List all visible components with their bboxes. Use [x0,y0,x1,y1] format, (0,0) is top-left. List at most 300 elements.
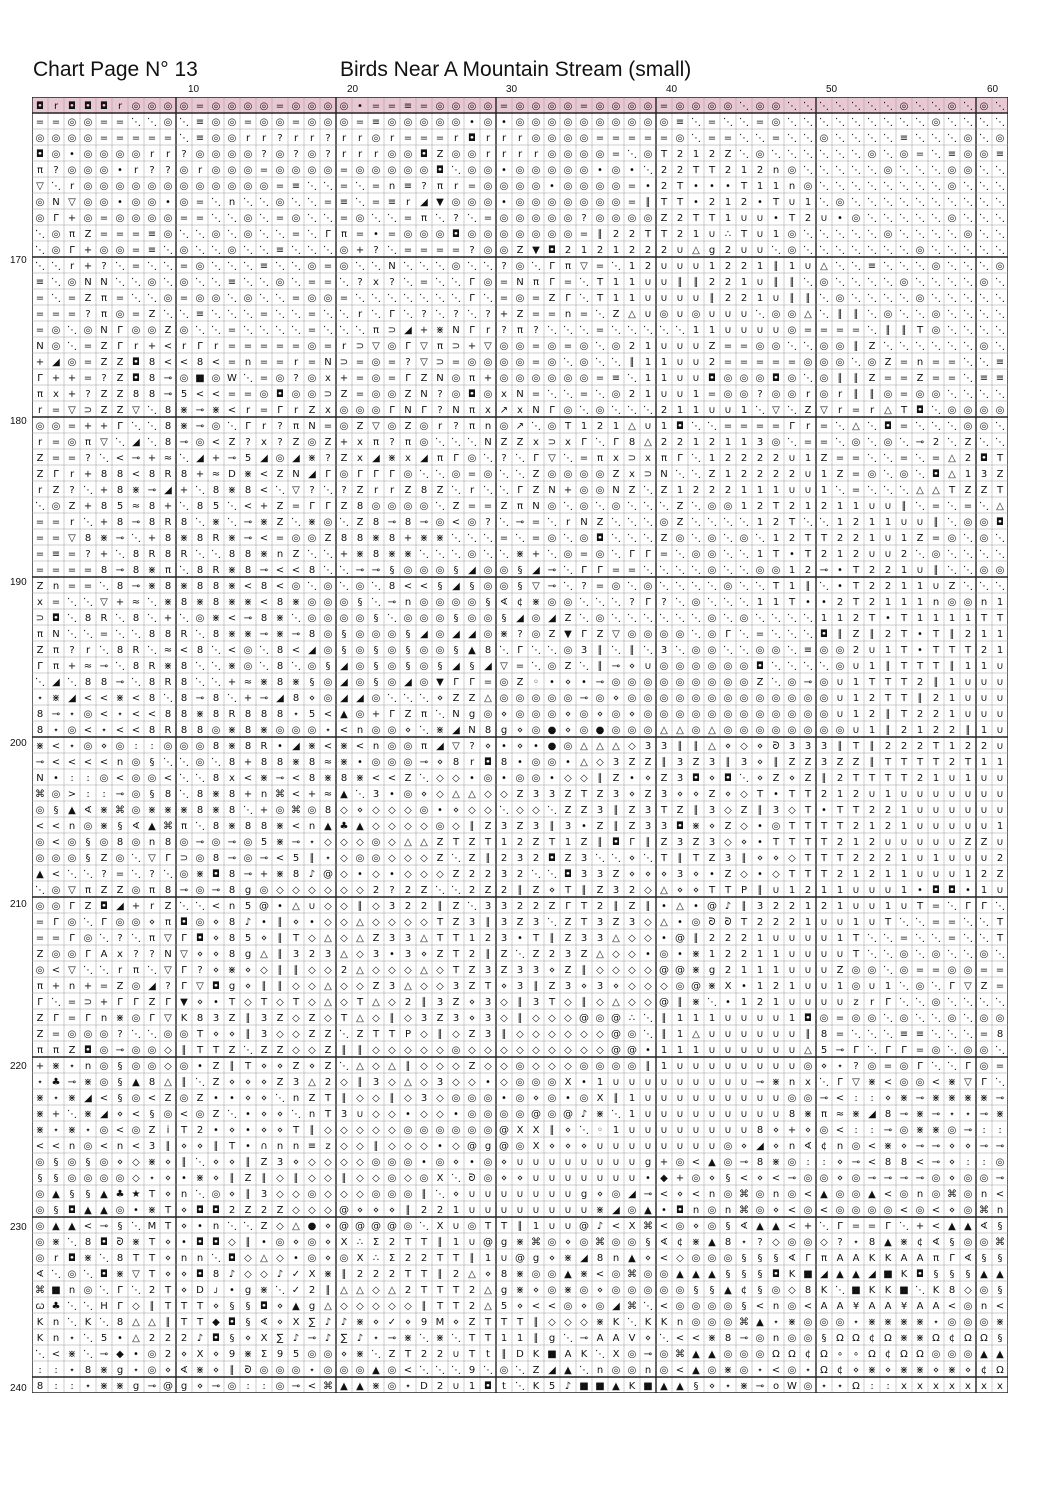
grid-symbol: ◎ [707,501,717,512]
grid-symbol: ⋆ [324,725,332,736]
grid-symbol: Ω [900,1349,908,1360]
grid-symbol: ◎ [531,165,541,176]
grid-symbol: x [261,437,267,448]
grid-symbol: ⋱ [307,549,317,560]
grid-symbol: ▲ [692,1349,700,1360]
grid-symbol: ⋇ [707,981,717,992]
grid-symbol: ◢ [292,741,300,752]
grid-symbol: Γ [853,1045,859,1056]
grid-symbol: 2 [148,1333,156,1344]
grid-symbol: ⊸ [195,405,205,416]
grid-symbol: ◎ [611,213,621,224]
grid-symbol: ⋇ [915,1333,925,1344]
grid-symbol: ⋱ [947,517,957,528]
grid-symbol: T [708,885,716,896]
grid-symbol: ◎ [851,1205,861,1216]
grid-symbol: 3 [676,773,684,784]
grid-symbol: ◎ [915,293,925,304]
grid-symbol: ⋇ [931,1093,941,1104]
grid-symbol: ◇ [404,1173,412,1184]
grid-symbol: ◎ [675,677,685,688]
grid-symbol: π [100,309,108,320]
grid-symbol: ◎ [67,277,77,288]
grid-symbol: π [180,821,188,832]
grid-symbol: ◎ [515,293,525,304]
grid-symbol: ◘ [820,629,828,640]
grid-symbol: ⋱ [979,165,989,176]
grid-symbol: • [549,677,555,688]
grid-symbol: = [323,261,333,272]
grid-symbol: ◇ [340,1157,348,1168]
grid-symbol: @ [355,1221,365,1232]
grid-symbol: ⋱ [611,1109,621,1120]
grid-symbol: Z [804,773,812,784]
grid-symbol: ◇ [452,1029,460,1040]
grid-symbol: ⋱ [419,1333,429,1344]
grid-symbol: ∪ [996,693,1004,704]
grid-symbol: 1 [516,1333,524,1344]
grid-symbol: ⋱ [83,1333,93,1344]
grid-symbol: < [323,709,333,720]
grid-symbol: ◎ [371,357,381,368]
grid-symbol: ◎ [499,581,509,592]
grid-symbol: Γ [53,213,59,224]
grid-symbol: ∥ [869,629,875,640]
grid-symbol: ∢ [35,1269,45,1280]
grid-symbol: 1 [884,645,892,656]
grid-symbol: X [596,1093,604,1104]
grid-symbol: 1 [964,661,972,672]
grid-symbol: △ [644,437,652,448]
grid-symbol: ∥ [549,1125,555,1136]
grid-symbol: • [629,773,635,784]
grid-symbol: Z [948,581,956,592]
grid-symbol: x [533,437,539,448]
grid-symbol: = [291,293,301,304]
grid-symbol: ⋇ [947,1093,957,1104]
grid-symbol: ◇ [340,1189,348,1200]
grid-symbol: : [854,1125,858,1136]
grid-symbol: ◎ [51,149,61,160]
grid-symbol: ⊃ [627,453,637,464]
grid-symbol: ◎ [627,213,637,224]
grid-symbol: ⋱ [739,581,749,592]
grid-symbol: ⋱ [947,437,957,448]
grid-symbol: ◇ [468,1045,476,1056]
grid-symbol: △ [676,901,684,912]
grid-symbol: ∥ [677,997,683,1008]
grid-symbol: ? [261,149,267,160]
grid-symbol: ◇ [644,885,652,896]
grid-symbol: Z [164,325,172,336]
grid-symbol: < [259,469,269,480]
grid-symbol: ◎ [995,1157,1005,1168]
grid-symbol: ⋱ [131,1285,141,1296]
grid-symbol: ◢ [452,629,460,640]
grid-symbol: ⋱ [963,309,973,320]
grid-symbol: ∪ [612,1157,620,1168]
grid-symbol: ⋱ [931,181,941,192]
grid-symbol: ◇ [324,1205,332,1216]
grid-symbol: 3 [612,885,620,896]
grid-symbol: ∥ [485,949,491,960]
grid-symbol: 1 [724,437,732,448]
grid-symbol: N [404,405,412,416]
grid-symbol: ⋄ [612,693,620,704]
grid-symbol: < [243,773,253,784]
grid-symbol: ∪ [996,741,1004,752]
grid-symbol: T [164,1221,172,1232]
grid-symbol: ⋆ [724,1381,732,1392]
grid-symbol: 2 [932,725,940,736]
grid-symbol: Γ [613,437,619,448]
grid-symbol: ≡ [899,1029,909,1040]
grid-symbol: ⋱ [435,277,445,288]
grid-symbol: △ [404,981,412,992]
grid-symbol: < [995,1189,1005,1200]
grid-symbol: ∪ [932,837,940,848]
grid-symbol: ⋱ [995,437,1005,448]
grid-symbol: 1 [740,965,748,976]
grid-symbol: 8 [132,613,140,624]
grid-symbol: ∪ [996,885,1004,896]
grid-symbol: T [772,197,780,208]
grid-symbol: ⋄ [436,757,444,768]
grid-symbol: Z [420,373,428,384]
grid-symbol: ◎ [819,1173,829,1184]
grid-symbol: § [453,613,459,624]
grid-symbol: ◇ [516,805,524,816]
grid-symbol: Z [36,453,44,464]
grid-symbol: 3 [660,821,668,832]
grid-symbol: ⋇ [163,805,173,816]
grid-symbol: n [692,1205,700,1216]
grid-symbol: ⋱ [883,485,893,496]
grid-symbol: ◎ [419,805,429,816]
grid-symbol: ◎ [387,645,397,656]
grid-symbol: r [357,133,363,144]
grid-symbol: ◇ [388,1125,396,1136]
grid-symbol: g [548,1333,556,1344]
grid-symbol: ∪ [516,1205,524,1216]
grid-symbol: ◎ [787,709,797,720]
grid-symbol: ⋄ [420,949,428,960]
grid-symbol: x [517,405,523,416]
grid-symbol: 2 [708,197,716,208]
row-number: 180 [10,416,27,427]
grid-symbol: ⊸ [611,661,621,672]
grid-symbol: 2 [788,917,796,928]
grid-symbol: g [644,1157,652,1168]
grid-symbol: ⊸ [131,581,141,592]
grid-symbol: ⋱ [915,181,925,192]
grid-symbol: + [99,997,109,1008]
grid-symbol: • [757,197,763,208]
grid-symbol: 8 [260,757,268,768]
grid-symbol: T [388,1029,396,1040]
grid-symbol: ? [325,453,331,464]
grid-symbol: < [755,1301,765,1312]
grid-symbol: ⋱ [211,245,221,256]
grid-symbol: ∴ [356,1237,364,1248]
grid-symbol: ◎ [803,1317,813,1328]
grid-symbol: ⋱ [83,965,93,976]
grid-symbol: ◎ [179,869,189,880]
grid-symbol: Z [100,405,108,416]
grid-symbol: ◢ [340,677,348,688]
grid-symbol: 8 [212,709,220,720]
grid-symbol: 8 [132,389,140,400]
grid-symbol: ◇ [260,965,268,976]
grid-symbol: ⋱ [163,869,173,880]
grid-symbol: + [355,245,365,256]
grid-symbol: n [772,1301,780,1312]
grid-symbol: 8 [500,1269,508,1280]
grid-symbol: ⋱ [211,197,221,208]
grid-symbol: ⋱ [563,581,573,592]
grid-symbol: ⋱ [707,517,717,528]
grid-symbol: 5 [820,1045,828,1056]
grid-symbol: ◎ [611,341,621,352]
grid-symbol: ⋱ [611,325,621,336]
grid-symbol: ◎ [915,981,925,992]
grid-symbol: △ [148,1317,156,1328]
grid-symbol: 3 [388,901,396,912]
grid-symbol: ◎ [787,1301,797,1312]
grid-symbol: 1 [676,1045,684,1056]
grid-symbol: Z [308,1029,316,1040]
grid-symbol: ∥ [773,757,779,768]
grid-symbol: ◎ [67,837,77,848]
grid-symbol: ⋱ [195,1157,205,1168]
grid-symbol: ⋆ [52,1093,60,1104]
grid-symbol: § [309,677,315,688]
grid-symbol: x [485,405,491,416]
grid-symbol: N [452,405,460,416]
grid-symbol: ◎ [803,1381,813,1392]
grid-symbol: ⋱ [867,437,877,448]
grid-symbol: = [723,421,733,432]
grid-symbol: Z [372,933,380,944]
grid-symbol: 8 [84,1237,92,1248]
grid-symbol: ∪ [500,1253,508,1264]
grid-symbol: Z [500,965,508,976]
grid-symbol: ◎ [515,1077,525,1088]
grid-symbol: ⋇ [275,821,285,832]
grid-symbol: ⋱ [195,629,205,640]
grid-symbol: ∪ [948,869,956,880]
grid-symbol: ◎ [307,261,317,272]
grid-symbol: ⊸ [819,1093,829,1104]
grid-symbol: ◎ [403,469,413,480]
grid-symbol: ⋱ [883,1013,893,1024]
grid-symbol: ⋱ [227,309,237,320]
grid-symbol: Γ [181,965,187,976]
grid-symbol: 1 [756,293,764,304]
grid-symbol: 3 [596,933,604,944]
grid-symbol: ↗ [515,421,525,432]
grid-symbol: ◎ [323,597,333,608]
grid-symbol: 8 [84,533,92,544]
grid-symbol: π [820,1253,828,1264]
grid-symbol: ⋱ [259,229,269,240]
grid-symbol: ◎ [819,1125,829,1136]
grid-symbol: ◎ [595,197,605,208]
grid-symbol: 8 [276,645,284,656]
grid-symbol: N [660,469,668,480]
grid-symbol: ⋱ [819,245,829,256]
grid-symbol: ⋄ [260,1125,268,1136]
grid-symbol: ◎ [243,661,253,672]
grid-symbol: Z [116,373,124,384]
grid-symbol: 3 [532,789,540,800]
grid-symbol: Z [52,485,60,496]
grid-symbol: = [291,341,301,352]
grid-symbol: = [915,149,925,160]
grid-symbol: ⋄ [452,805,460,816]
grid-symbol: 1 [964,869,972,880]
grid-symbol: = [627,565,637,576]
grid-symbol: ▲ [356,1381,364,1392]
grid-symbol: • [229,1093,235,1104]
grid-symbol: @ [371,1221,381,1232]
grid-symbol: ⋱ [483,533,493,544]
grid-symbol: ⋱ [963,565,973,576]
grid-symbol: 3 [580,645,588,656]
grid-symbol: ◎ [339,597,349,608]
grid-symbol: Γ [357,469,363,480]
grid-symbol: A [900,1253,908,1264]
grid-symbol: ◇ [436,1109,444,1120]
grid-symbol: ⋱ [915,453,925,464]
grid-symbol: ? [485,517,491,528]
grid-symbol: < [419,581,429,592]
grid-symbol: ◎ [483,117,493,128]
grid-symbol: ⋱ [995,117,1005,128]
grid-symbol: n [68,1141,76,1152]
grid-symbol: ⋱ [163,277,173,288]
grid-symbol: 2 [404,1253,412,1264]
grid-symbol: = [739,421,749,432]
grid-symbol: ⋱ [227,1221,237,1232]
grid-symbol: ◎ [531,709,541,720]
grid-symbol: Z [916,533,924,544]
grid-symbol: ⋱ [211,325,221,336]
grid-symbol: ◘ [932,469,940,480]
grid-symbol: ⋇ [259,1285,269,1296]
grid-symbol: 3 [420,1093,428,1104]
grid-symbol: = [931,965,941,976]
grid-symbol: < [195,389,205,400]
grid-symbol: ◇ [420,917,428,928]
grid-symbol: < [51,869,61,880]
grid-symbol: T [564,421,572,432]
grid-symbol: ◎ [499,677,509,688]
grid-symbol: K [900,1269,908,1280]
grid-symbol: o [772,1381,780,1392]
grid-symbol: ⊸ [227,853,237,864]
grid-symbol: ≡ [403,101,413,112]
grid-symbol: ⋱ [979,549,989,560]
grid-symbol: = [131,245,141,256]
grid-symbol: ⋱ [659,1333,669,1344]
grid-symbol: ⋱ [355,181,365,192]
grid-symbol: 1 [644,373,652,384]
grid-symbol: ⋄ [692,885,700,896]
grid-symbol: ⋱ [979,325,989,336]
grid-symbol: Z [628,757,636,768]
grid-symbol: + [483,373,493,384]
grid-symbol: Γ [165,997,171,1008]
grid-symbol: 8 [948,1285,956,1296]
grid-symbol: 2 [660,437,668,448]
grid-symbol: ◎ [947,165,957,176]
grid-symbol: ◎ [771,565,781,576]
grid-symbol: 3 [484,965,492,976]
grid-symbol: ∪ [644,1125,652,1136]
grid-symbol: Γ [565,293,571,304]
grid-symbol: ? [293,373,299,384]
grid-symbol: ⋄ [340,1349,348,1360]
grid-symbol: ◇ [628,981,636,992]
grid-symbol: ⋇ [323,773,333,784]
grid-symbol: ▲ [820,1189,828,1200]
grid-symbol: ◇ [372,1093,380,1104]
grid-symbol: ◎ [947,101,957,112]
grid-symbol: ∪ [868,885,876,896]
grid-symbol: 2 [804,885,812,896]
grid-symbol: = [227,341,237,352]
page-title: Chart Page N° 13 [33,58,198,81]
grid-symbol: ∪ [980,677,988,688]
grid-symbol: Γ [949,1253,955,1264]
grid-symbol: ⋄ [180,1205,188,1216]
grid-symbol: ⋇ [99,533,109,544]
grid-symbol: + [67,213,77,224]
grid-symbol: △ [356,933,364,944]
column-number: 10 [188,84,200,95]
grid-symbol: ? [53,165,59,176]
grid-symbol: ◎ [755,1205,765,1216]
grid-symbol: ⋱ [931,1029,941,1040]
grid-symbol: Z [884,357,892,368]
grid-symbol: ∪ [788,933,796,944]
grid-symbol: ⋱ [611,261,621,272]
grid-symbol: X [612,1349,620,1360]
grid-symbol: ◘ [196,933,204,944]
grid-symbol: ≈ [835,1109,845,1120]
grid-symbol: ◎ [227,117,237,128]
grid-symbol: ◎ [451,469,461,480]
grid-symbol: 2 [724,277,732,288]
grid-symbol: = [195,197,205,208]
grid-symbol: ⋄ [932,1365,940,1376]
grid-symbol: ⋄ [180,1221,188,1232]
grid-symbol: ⊸ [931,1141,941,1152]
grid-symbol: ⋇ [387,549,397,560]
grid-symbol: 3 [596,869,604,880]
grid-symbol: π [404,437,412,448]
grid-symbol: Γ [101,917,107,928]
grid-symbol: ◇ [500,1077,508,1088]
grid-symbol: = [451,357,461,368]
grid-symbol: = [819,421,829,432]
grid-symbol: Z [580,805,588,816]
grid-symbol: ∪ [708,1045,716,1056]
grid-symbol: ∥ [853,309,859,320]
grid-symbol: = [51,597,61,608]
grid-symbol: T [772,581,780,592]
